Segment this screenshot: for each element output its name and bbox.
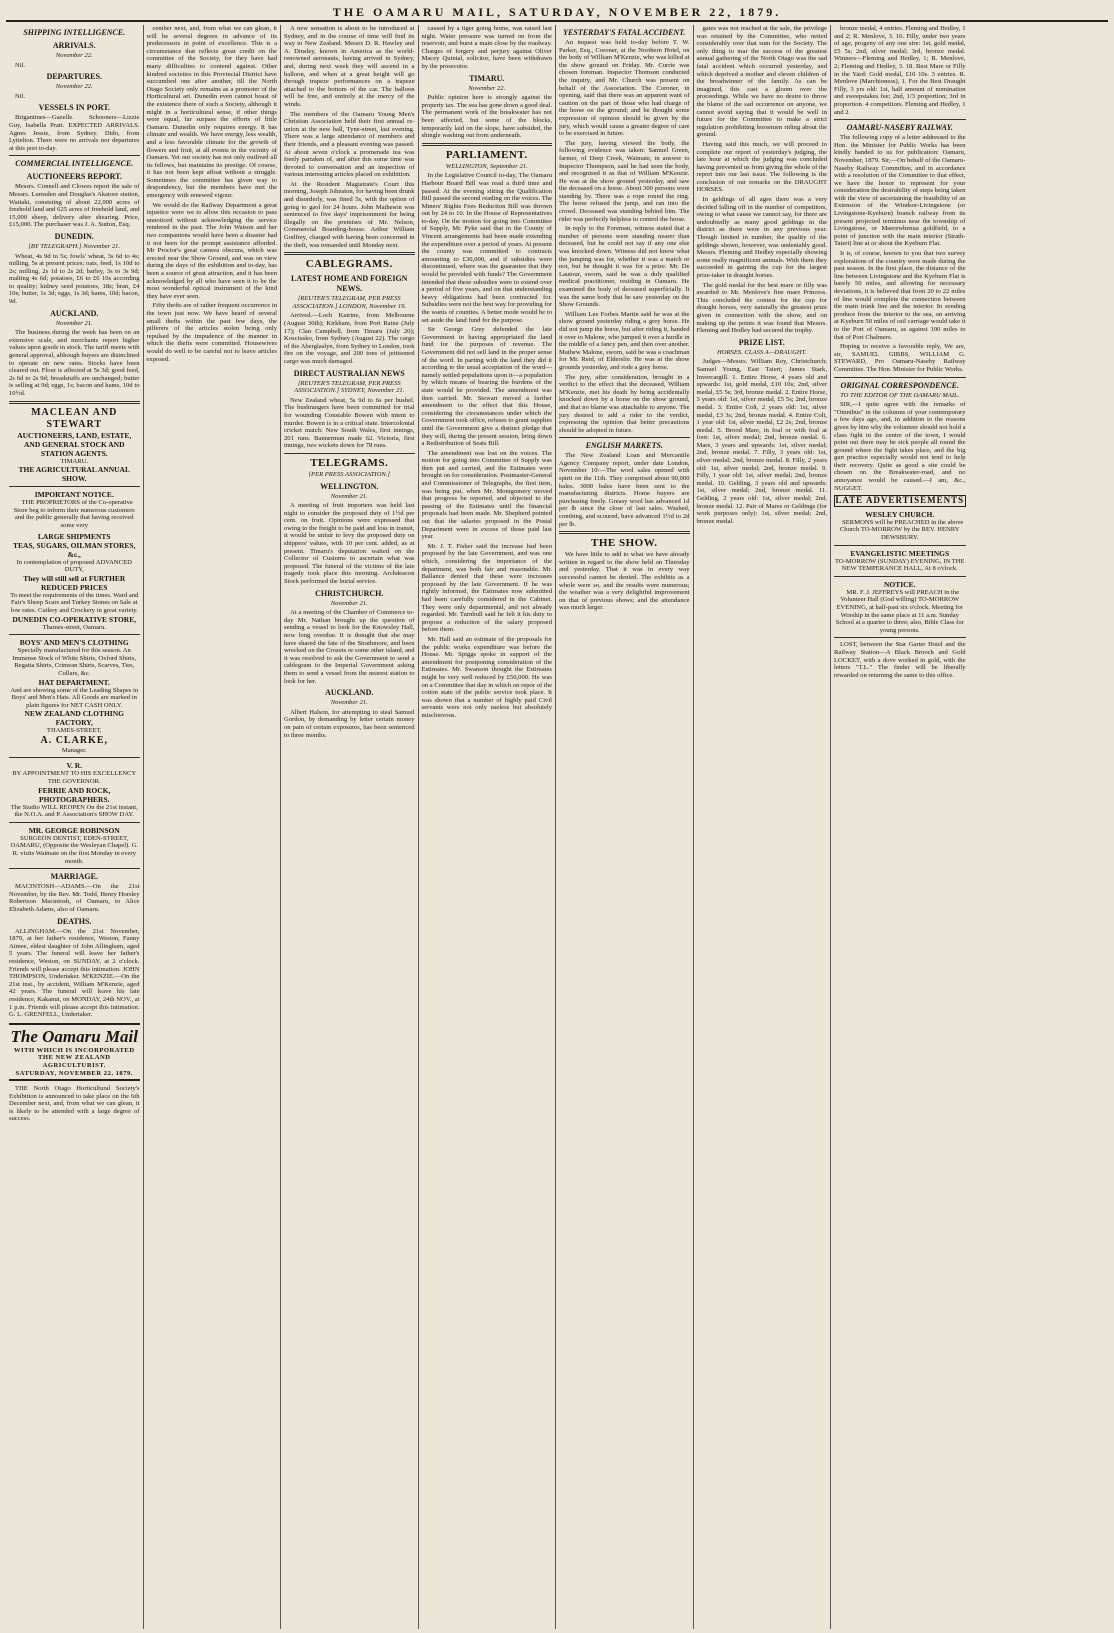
column-6 <box>694 25 832 1629</box>
heading-shipping: SHIPPING INTELLIGENCE. <box>23 28 126 37</box>
ad-coop-name: DUNEDIN CO-OPERATIVE STORE, <box>12 614 137 624</box>
timaru-date: November 22. <box>468 84 506 92</box>
correspondence-to: TO THE EDITOR OF THE OAMARU MAIL. <box>840 391 960 399</box>
correspondence-text: SIR,—I quite agree with the remarks of "Omnibus" in the columns of your contemporary a few days ago, and, in addition to the reasons given by him why the volunteer should not hold a class fight in the centre of the town, I would point out there may be sick people all round the ground where the fight takes place, and the big gun practice especially would not tend to help their recovery. Quite as good a site could be chosen on the Breakwater-road, and no annoyance would be caused.—I am, &c., NUGGET. <box>834 401 966 492</box>
article-text: The amendment was lost on the voices. The motion for going into Committee of Supply was then put and carried, and the Estimates were brought on for consideration. Postmaster-General and Commissioner of Telegraphs, the first item, was being put, when Mr. Montgomery moved that progress be reported, and objected to the passing of the Estimates until the financial proposals had been made. Mr. Shepherd pointed out that the salaries proposed in the Postal Department were in excess of those paid last year. <box>421 449 552 541</box>
article-text: bronze medal, 4 entries. Fleming and Hedley, 1 and 2; R. Menlove, 3. 16. Filly, under two years of age, progeny of any one sire: 1st, gold medal, £5 5s; 2nd, silver medal; 3rd, bronze medal. Winners—Fleming and Hedley, 1; R. Menlove, 2; Fleming and Hedley, 3. 18. Best Mare or Filly in the Yard: Gold medal, £10 10s. 3 entries. R. Menlove (Marchioness), 1. For the Best Draught Filly, 3 yrs old: 1st, half amount of nomination and sweepstakes fee; 2nd, 1/3 proportion; 3rd in proportion. 4 competitors. Fleming and Hedley, 1 and 2. <box>834 25 966 116</box>
prize-list-class: HORSES. CLASS A—DRAUGHT. <box>716 348 807 356</box>
article-text: Fifty thefts are of rather frequent occurrence in the town just now. We have heard of several small thefts within the past few days, the pilferers of the articles stolen being only repulsed by the impudence of the manner in which the thefts were committed. Housewives would do well to be careful not to leave articles exposed. <box>146 302 277 363</box>
ad-boys: BOYS' AND MEN'S CLOTHING <box>19 638 129 648</box>
ad-advanced: In contemplation of proposed ADVANCED DUTY, <box>16 558 132 574</box>
divider <box>284 252 415 255</box>
ad-coop <box>9 490 140 631</box>
heading-christchurch: CHRISTCHURCH. <box>315 588 384 598</box>
article-text: The jury, having viewed the body, the following evidence was taken: Samuel Green, farmer, of Deep Creek, Waimate, in answer to Inspector Thompson, said he had seen the body, and recognised it as that of William M'Kenzie. He was at the show ground yesterday, and saw the deceased on a horse. About 300 persons were standing by. There was a rope round the ring. The horse refused the jump, and ran into the crowd. Deceased was standing behind him. The rider was perfectly helpless to control the horse. <box>559 139 690 223</box>
ad-wesley <box>834 510 966 542</box>
departures-text: Nil. <box>15 92 26 100</box>
dunedin-dateline: [BY TELEGRAPH.] November 21. <box>28 242 121 250</box>
article-text: In reply to the Foreman, witness stated that a number of persons were standing nearer than deceased, but he could not say if any one else was knocked down. Witness did not know what the jumping was for, whether it was a match or not, but he thought it was for a prize. Mr. De Lautour, sworn, said he was a duly qualified medical practitioner, residing in Oamaru. He examined the body of deceased superficially. It was the same body that he saw yesterday on the Show Grounds. <box>559 225 690 309</box>
ad-coop-address: Thames-street, Oamaru. <box>42 623 107 631</box>
ad-notice-title: NOTICE. <box>884 579 916 589</box>
heading-wellington: WELLINGTON. <box>320 481 379 491</box>
divider <box>9 757 140 758</box>
article-text: Having said this much, we will proceed to complete our report of yesterday's judging, the late hour at which the judging was concluded having prevented us from giving the whole of the report into our last issue. The following is the conclusion of our remarks on the DRAUGHT HORSES. <box>696 140 827 194</box>
cable-text: Arrived.—Loch Katrine, from Melbourne (August 30th); Kirkham, from Port Raine (July 17); Clan Campbell, from Timaru (July 20); Kosciusko, from Sydney (August 22). The cargo of the Aberglaslyn, from Sydney to London, took fire on the voyage, and 200 tons of jettisoned cargo was much damaged. <box>284 312 415 365</box>
ad-notice-title: IMPORTANT NOTICE. <box>34 490 114 500</box>
departures-date: November 22. <box>55 83 93 91</box>
heading-prize-list: PRIZE LIST. <box>738 337 785 347</box>
auction-text: Messrs. Connell and Clowes report the sale of Messrs. Lumsden and Douglas's Akatore station, Waitaki, consisting of about 22,000 acres of freehold land and 625 acres of freehold land, and 15,000 sheep, delivery after shearing. Price, £15,000. The purchaser was J. A. Sutton, Esq. <box>9 183 140 229</box>
heading-telegrams: TELEGRAMS. <box>310 456 389 469</box>
direct-text: New Zealand wheat, 5s 9d to 6s per bushel. The bushrangers have been committed for trial for wounding Constable Bowen with intent to murder. Bowen is in a critical state. Intercolonial cricket match: New South Wales, first innings, 201 runs. Bannerman made 62. Victoria, first innings, two wickets down for 78 runs. <box>284 396 415 450</box>
heading-auctioneers: AUCTIONEERS REPORT. <box>26 172 122 182</box>
ad-large: LARGE SHIPMENTS <box>37 531 111 541</box>
ad-notice <box>834 580 966 635</box>
article-text: The members of the Oamaru Young Men's Christian Association held their first annual re-union at the new hall, Tyne-street, last evening. There was a large attendance of members and their friends, and a pleasant evening was passed. At about seven o'clock a promenade tea was freely partaken of, and after this some time was devoted to conversation and an inspection of various interesting articles placed on exhibition. <box>284 110 415 179</box>
telegrams-source: [PER PRESS ASSOCIATION.] <box>308 470 390 478</box>
ad-vr: V. R. <box>66 761 82 771</box>
heading-direct-australian: DIRECT AUSTRALIAN NEWS <box>293 368 405 378</box>
article-text: Hoping to receive a favorable reply, We are, sir, SAMUEL GIBBS, WILLIAM G. STEWARD, Pro Oamaru-Naseby Railway Committee. The Hon. Minister for Public Works. <box>834 343 966 373</box>
show-text: We have little to add to what we have already written in regard to the show held on Thursday and yesterday. That it was in every way successful cannot be denied. The exhibits as a whole were so, and the results were numerous; the weather was a very delightful improvement on that of previous shows; and the attendance was much larger. <box>559 551 690 612</box>
heading-cablegrams: CABLEGRAMS. <box>305 258 393 271</box>
column-7 <box>831 25 969 1629</box>
paper-title: The Oamaru Mail <box>10 1026 139 1046</box>
heading-timaru: TIMARU. <box>469 73 505 83</box>
masthead: THE OAMARU MAIL, SATURDAY, NOVEMBER 22, 1879. <box>6 4 1108 22</box>
column-4 <box>419 25 557 1629</box>
paper-title-block <box>9 1023 140 1081</box>
divider <box>9 155 140 156</box>
ad-clarke: A. CLARKE, <box>40 734 108 746</box>
christchurch-date: November 21. <box>330 599 368 607</box>
heading-auckland: AUCKLAND. <box>325 688 374 698</box>
heading-dunedin: DUNEDIN. <box>54 231 94 241</box>
cable-dateline: [REUTER'S TELEGRAM, PER PRESS ASSOCIATION.] LONDON, November 19. <box>292 295 407 310</box>
auckland-text: Albert Halson, for attempting to steal Samuel Gordon, by demanding by letter certain money on pain of certain exposures, has been sentenced to three months. <box>284 708 415 739</box>
article-text: The gold medal for the best mare or filly was awarded to Mr. Menlove's fine mare Princess. This concluded the contest for the cup for draught horses, very naturally the greatest prize given in connection with the show, and on making up the points it was found that Messrs. Fleming and Hedley had secured the trophy. <box>696 281 827 335</box>
ad-show: THE AGRICULTURAL ANNUAL SHOW. <box>18 465 130 484</box>
ad-hat: HAT DEPARTMENT. <box>38 677 110 687</box>
divider <box>559 531 690 534</box>
ad-ferrie-text: The Studio WILL REOPEN On the 21st instant, the N.O.A. and P. Association's SHOW DAY. <box>10 803 138 819</box>
divider <box>834 545 966 546</box>
ad-robinson <box>9 826 140 865</box>
timaru-text: Public opinion here is strongly against the property tax. The sea has gone down a good deal. The permanent work of the breakwater has not been affected, but some of the blocks, temporarily laid on the slope, have subsided, the shingle washing out from underneath. <box>421 94 552 140</box>
divider <box>834 576 966 577</box>
paper-date: SATURDAY, NOVEMBER 22, 1879. <box>15 1069 133 1077</box>
ad-wesley-text: SERMONS will be PREACHED in the above Church TO-MORROW by the REV. HENRY DEWSBURY. <box>839 518 964 542</box>
ad-lost-text: LOST, between the Star Garter Hotel and the Railway Station—A Black Brooch and Gold LOCKET, with a dove worked in gold, with the letters "T.L." The finder will be liberally rewarded on returning the same to this office. <box>834 641 966 679</box>
ad-nz-street: THAMES-STREET, <box>46 727 102 735</box>
heading-fatal-accident: YESTERDAY'S FATAL ACCIDENT. <box>563 28 686 37</box>
divider <box>9 401 140 404</box>
heading-english-markets: ENGLISH MARKETS. <box>585 441 663 451</box>
heading-parliament: PARLIAMENT. <box>445 148 528 161</box>
christchurch-text: At a meeting of the Chamber of Commerce to-day Mr. Nathan brought up the question of sending a vessel to look for the Knowsley Hall, now long overdue. It is thought that she may have shared the fate of the Strathmore, and been wrecked on the Crozets or some other island, and it was resolved to ask the Government to send a cablegram to the Imperial Government asking them to send a vessel from the nearest station to look for her. <box>284 609 415 685</box>
ad-ferrie <box>9 761 140 818</box>
ad-maclean-title: MACLEAN AND STEWART <box>31 406 118 430</box>
heading-arrivals: ARRIVALS. <box>52 41 96 50</box>
ad-notice-text: THE PROPRIETORS of the Co-operative Store beg to inform their numerous customers and the public generally that having received some very <box>13 499 135 529</box>
fatal-text: An inquest was held to-day before T. W. Parker, Esq., Coroner, at the Northern Hotel, on the body of William M'Kenzie, who was killed at the show ground on Friday. Mr. Currie was chosen foreman. Inspector Thomson conducted the inquiry, and Mr. Church was present on behalf of the Association. The Coroner, in opening, said that there was an apparent want of caution on the part of those who had charge of the horse on the ground; and he thought some expression of opinion should be given by the jury, which would cause a greater degree of care to be exercised in future. <box>559 39 690 138</box>
ad-evangelistic <box>834 549 966 573</box>
wellington-date: November 21. <box>330 492 368 500</box>
heading-railway: OAMARU-NASEBY RAILWAY. <box>846 123 953 133</box>
arrivals-text: Nil. <box>15 61 26 69</box>
ad-appointment: BY APPOINTMENT TO HIS EXCELLENCY THE GOVERNOR. <box>12 770 137 786</box>
prize-list-text: Judges—Messrs. William Roy, Christchurch; Samuel Young, East Taieri; James Stark, Invercargill. 1. Entire Horse, 4 years old and upwards: 1st, gold medal, £10 10s; 2nd, silver medal, £5 5s; 3rd, bronze medal. 2. Entire Horse, 3 years old: 1st, silver medal, £5 5s; 2nd, bronze medal. 3. Entire Colt, 2 years old: 1st, silver medal, £3 3s; 2nd, bronze medal. 4. Entire Colt, 1 year old: 1st, silver medal, £2 2s; 2nd, bronze medal. 5. Brood Mare, in foal or with foal at foot: 1st, silver medal; 2nd, bronze medal. 6. Mare, 3 years and upwards: 1st, silver medal; 2nd, bronze medal. 7. Filly, 3 years old: 1st, silver medal; 2nd, bronze medal. 8. Filly, 2 years old: 1st, silver medal; 2nd, bronze medal. 9. Filly, 1 year old: 1st, silver medal; 2nd, bronze medal. 10. Gelding, 3 years old and upwards: 1st, silver medal; 2nd, bronze medal. 11. Gelding, 2 years old: 1st, silver medal; 2nd, bronze medal. 12. Pair of Mares or Geldings (for work purposes only): 1st, silver medal; 2nd, bronze medal. <box>696 358 827 525</box>
columns <box>6 25 1108 1629</box>
article-text: cember next, and, from what we can glean, it will be several degrees in advance of its predecessors in point of excellence. This is a circumstance that reflects great credit on the committee of the Society, for they have had many difficulties to contend against. Other kindred societies in this Provincial District have succumbed one after another, till the North Otago Society only remains as a promoter of the Horticultural art. Dunedin even cannot boast of the existence there of such a Society, although it might in a horticultural sense, if other things were equal, far surpass the efforts of little Oamaru. Dunedin only requires energy. It has climate and wealth. We have energy, less wealth, and a less favorable climate for the growth of flowers and fruit, at all events in the vicinity of Oamaru. Yet our society has not only outlived all its fellows, but maintains its prestige. Of course, it has not been kept afloat without a struggle. Sometimes the committee has given way to despondency, but the members have met the emergency with renewed vigour. <box>146 25 277 200</box>
direct-dateline: [REUTER'S TELEGRAM, PER PRESS ASSOCIATION.] SYDNEY, November 21. <box>294 379 405 395</box>
railway-text: The following copy of a letter addressed to the Hon. the Minister for Public Works has been kindly handed to us for publication: Oamaru, November, 1879. Sir,—On behalf of the Oamaru-Naseby Railway Committee, and in accordance with a resolution of the Committee to that effect, we have the honor to represent for your consideration the desirability of steps being taken with the view of ascertaining the feasibility of an Extension of the Windsor-Livingstone (or Livingstone-Kyeburn) branch railway from its present projected terminus near the township of Livingstone, or Maerewhenua goldfield, to a point of junction with the main interior (Strath-Taieri) line at or about the Kyeburn Flat. <box>834 134 966 248</box>
ad-maclean <box>9 407 140 484</box>
column-1 <box>6 25 144 1629</box>
deaths-text: ALLINGHAM.—On the 21st November, 1879, at her father's residence, Weston, Fanny Aimee, eldest daughter of John Allingham, aged 5 years. The funeral will leave her father's residence, Weston, on SUNDAY, at 2 o'clock. Friends will please accept this intimation. JOHN THOMPSON, Undertaker. M'KENZIE.—On the 21st inst., by accident, William M'Kenzie, aged 42 years. The funeral will leave his late residence, Kakanui, on MONDAY, 24th NOV., at 1 p.m. Friends will please accept this intimation. G. L. GRENFELL, Undertaker. <box>9 927 140 1019</box>
heading-deaths: DEATHS. <box>57 916 92 926</box>
ad-notice-text: MR. F. J. JEFFREYS will PREACH in the Volunteer Hall (God willing) TO-MORROW EVENING, at half-past six o'clock. Meeting for Worship in the same place at 11 a.m. Sunday School at a quarter to three; also, Bible Class for young persons. <box>835 588 964 634</box>
ad-boys-text: Specially manufactured for this season. An Immense Stock of White Shirts, Oxford Shirts, Regatta Shirts, Crimean Shirts, Scarves, Ties, Collars, &c. <box>12 647 137 677</box>
article-text: The jury, after consideration, brought in a verdict to the effect that the deceased, William M'Kenzie, met his death by being accidentally knocked down by a horse on the show ground, and that no blame was attachable to anyone. The jury desired to add a rider to the verdict, expressing the opinion that better precautions should be adopted in future. <box>559 373 690 434</box>
ad-robinson-name: MR. GEORGE ROBINSON <box>28 825 120 835</box>
paper-lead: THE North Otago Horticultural Society's Exhibition is announced to take place on the 6th December next, and, from what we can glean, it is likely to be attended with a large degree of success. <box>9 1085 140 1123</box>
heading-auckland: AUCKLAND. <box>50 308 99 318</box>
divider <box>284 453 415 454</box>
divider <box>422 143 553 146</box>
article-text: In geldings of all ages there was a very decided falling off in the number of competitors, owing to what cause we cannot say, for there are undoubtedly as many good geldings in the district as there were in any previous year. Though limited in number, the quality of the geldings shown, however, was undeniably good. Messrs. Fleming and Hedley especially showing some really magnificent animals. With them they succeeded in gaining the cup for the largest prize-taker in draught horses. <box>696 196 827 279</box>
auckland-date: November 21. <box>330 699 368 707</box>
ad-teas: TEAS, SUGARS, OILMAN STORES, &c., <box>13 540 136 559</box>
heading-the-show: THE SHOW. <box>591 537 658 550</box>
ad-maclean-sub: AUCTIONEERS, LAND, ESTATE, AND GENERAL STOCK AND STATION AGENTS. <box>17 430 132 458</box>
divider <box>9 868 140 869</box>
dunedin-text: Wheat, 4s 9d to 5s; fowls' wheat, 3s 6d to 4s; milling, 5s at present prices; oats, feed, 1s 10d to 2s; milling, 2s 1d to 2s 2d; barley, 3s to 3s 9d; malting 4s 6d; potatoes, £6 to £6 10s according to quality; kidney seed potatoes, 18s; bran, £4 10s; butter, 1s 3d; eggs, 1s 3d; hams, 10d; bacon, 9d. <box>9 252 140 306</box>
article-text: A new sensation is about to be introduced at Sydney, and in the course of time will find its way to New Zealand. Messrs D. R. Hawley and A. Dinsley, known in America as the world-renowned aeronauts, having arrived in Sydney, and, during next week they will ascend in a balloon, and when at a great height will go through trapeze performances on a trapeze attached to the bottom of the car. The balloon will be free, and entirely at the mercy of the winds. <box>284 25 415 108</box>
ad-maclean-place: TIMARU. <box>60 457 89 465</box>
column-2 <box>144 25 282 1629</box>
heading-marriage: MARRIAGE. <box>50 872 98 882</box>
parliament-dateline: WELLINGTON, September 21. <box>445 162 528 170</box>
arrivals-date: November 22. <box>55 52 93 59</box>
ad-wesley-title: WESLEY CHURCH. <box>865 509 935 519</box>
article-text: Mr. Hall said an estimate of the proposals for the public works expenditure was before the House. Mr. Spiggs spoke in support of the amendment for postponing consideration of the Estimates. Mr. Swanson thought the Estimates might be very well reduced by £50,000. He was on a Committee that day in which on repor of the cotton state of the public service took place. It was shown that a number of highly paid Civil servants were not only useless but absolutely mischievous. <box>421 635 552 719</box>
divider <box>9 822 140 823</box>
ad-evang-title: EVANGELISTIC MEETINGS <box>850 548 950 558</box>
marriage-text: MACINTOSH—ADAMS.—On the 21st November, by the Rev. Mr. Todd, Henry Horsley Robertson Macintosh, of Oamaru, to Alice Elizabeth Adams, also of Oamaru. <box>9 883 140 913</box>
divider <box>834 119 966 120</box>
divider <box>834 637 966 638</box>
ad-further: They will still sell at FURTHER REDUCED PRICES <box>23 573 126 592</box>
ad-clothing <box>9 638 140 754</box>
auckland-text: The business during the week has been on an extensive scale, and merchants report higher values upon goods in stock. The tariff meets with general approval, although buyers are disinclined to operate on new rates. Stocks have been cleared out. Flour is affected at 5s 3d; good feed, 2s 6d to 2s 9d; breadstuffs are unchanged; butter is selling at 9d; eggs, 1s; bacon and hams, 10d to 10½d. <box>9 329 140 397</box>
article-text: Mr. J. T. Fisher said the increase had been proposed by the late Government, and was one which, considering the importance of the department, was both fair and reasonable. Mr. Ballance denied that these were increases proposed by the late Government. If he was rightly informed, the Estimates now submitted had been carefully considered in the Cabinet. They were only departmental, and not already regarded. Mr. Turnbull said he felt it his duty to propose a reduction of the salary proposed before them. <box>421 542 552 634</box>
parliament-text: In the Legislative Council to-day, The Oamaru Harbour Board Bill was read a third time and passed. At the evening sitting the Qualification Bill passed the second reading on the voices. The Miners' Rights Fees Reduction Bill was thrown out by 24 to 10. In the House of Representatives to-day, On the motion for going into Committee of Supply, Mr. Pyke said that in the County of Vincent arrangements had been made extending the expenditure over a period of years. At present the county was committed to contracts amounting to £30,000, and if subsidies were discontinued, where was the guarantee that they would be provided with funds? The Government intended that these subsidies were to extend over a period of five years, and on that understanding heavy obligations had been contracted for. Subsidies were not the best way for providing for the wants of counties. A better mode would be to set aside the land fund for the purpose. <box>421 172 552 324</box>
ad-further-text: To meet the requirements of the times. Ward and Fair's Sheep Scars and Turkey Stones on Sale at low rates. Cutlery and Crockery in great variety. <box>10 591 139 614</box>
heading-commercial: COMMERCIAL INTELLIGENCE. <box>15 159 134 169</box>
heading-vessels: VESSELS IN PORT. <box>38 103 110 113</box>
column-3 <box>281 25 419 1629</box>
heading-late-advertisements: LATE ADVERTISEMENTS <box>835 495 965 506</box>
ad-clarke-role: Manager. <box>61 746 87 754</box>
paper-subtitle: WITH WHICH IS INCORPORATED THE NEW ZEALAND AGRICULTURIST. <box>13 1046 135 1069</box>
article-text: gates was not reached at the sale, the privilege was retained by the Committee, who netted considerably over that sum for the Society. The only thing to mar the success of the greatest annual gathering of the North Otago was the sad fatal accident which occurred yesterday, and which deprived a mother and eleven children of the breadwinner of the family. As can be imagined, this cast a gloom over the proceedings. While we have no desire to throw the blame of the sad occurrence on anyone, we cannot avoid saying that it would be well in future for the Committee to make a strict regulation prohibiting horsemen riding about the ground. <box>696 25 827 139</box>
divider <box>834 377 966 378</box>
wellington-text: A meeting of fruit importers was held last night to consider the proposed duty of 1½d per cent. on fruit. Opinions were expressed that owing to the freight to be paid and loss in transit, it would be unfair to levy the proposed duty on shippers' values, with 10 per cent. added, as at present. Timaru's deputation waited on the Collector of Customs to ascertain what was proposed. The funeral of the victims of the late tragedy took place this morning. Archdeacon Stock performed the burial service. <box>284 502 415 586</box>
article-text: At the Resident Magistrate's Court this morning, Joseph Johnston, for having been drunk and disorderly, was fined 5s, with the option of going to gaol for 24 hours. John Matheson was sentenced to five days' imprisonment for being illegally on the premises of Mr. Nelson, Commercial Boarding-house. Arthur William Godfrey, charged with having been concerned in the theft, was remanded until Monday next. <box>284 180 415 249</box>
heading-latest-news: LATEST HOME AND FOREIGN NEWS. <box>291 274 408 294</box>
ad-nz: NEW ZEALAND CLOTHING FACTORY, <box>24 709 124 728</box>
ad-evang-text: TO-MORROW (SUNDAY) EVENING, IN THE NEW TEMPERANCE HALL, At 8 o'clock. <box>834 557 965 573</box>
ad-ferrie-name: FERRIE AND ROCK, PHOTOGRAPHERS. <box>38 785 111 804</box>
article-text: Sir George Grey defended the late Government in having appropriated the land fund for the purposes of revenue. The Government did not sell land in the proper sense of the word. In parting with the land they did it according to the usual acceptation of the word—namely settled populations upon it—a population by which means of bearing the burdens of the state would be provided. The amendment was then carried. Mr. Stewart moved a further amendment to the effect that this House, considering the circumstances under which the Government took office, refuses to grant supplies until the Government give a distinct pledge that they will, during the present session, bring down a Redistribution of Seats Bill. <box>421 326 552 448</box>
vessels-text: Brigantines—Gazelle. Schooners—Lizzie Guy, Isabella Pratt. EXPECTED ARRIVALS. Agnes Jessie, from Sydney. Dido, from Lyttelton. There were no arrivals nor departures at this port to-day. <box>9 114 140 152</box>
heading-departures: DEPARTURES. <box>46 72 102 82</box>
divider <box>9 634 140 635</box>
article-text: It is, of course, known to you that two survey explorations of the country were made during the past season. In the first place, the distance of the line between Livingstone and the Kyeburn Flat is barely 50 miles, and allowing for necessary deviations, it is believed that from 20 to 22 miles of line would complete the connection between the main trunk line and the interior. In sending produce from the interior to the sea, on arriving at Kyeburn 50 miles of rail carriage would take it to the Port of Oamaru, as against 100 miles to that of Port Chalmers. <box>834 250 966 341</box>
divider <box>559 437 690 438</box>
article-text: William Lee Forbes Martin said he was at the show ground yesterday riding a grey horse. He did not jump the horse, but after riding it, handed it over to Malone, who jumped it over a hurdle in the middle of a fancy pen, and then over another. Mathew Malone, sworn, said he was a coachman for Mr. Reid, of Elderslie. He was at the show grounds yesterday, and rode a grey horse. <box>559 310 690 371</box>
heading-correspondence: ORIGINAL CORRESPONDENCE. <box>840 380 959 390</box>
article-text: We would do the Railway Department a great injustice were we to allow this occasion to pass unnoticed without acknowledging the service rendered in the past. The John Watson and her two companions would have been a disaster had it not been for the prompt assistance afforded. Mr Proctor's great camera obscura, which was erected near the Show Ground, and was on view during the days of the exhibition and to-day, has been a source of great attraction, and it has been acknowledged by all who have seen it to be the most wonderful optical instrument of the kind they have ever seen. <box>146 201 277 300</box>
article-text: caused by a tiger going home, was raised last night. Water pressure was turned on from the reservoir, and burst a main close by the roadway. Charges of forgery and perjury against Oliver Macey Quintal, solicitor, have been withdrawn by the prosecutor. <box>421 25 552 70</box>
divider <box>9 486 140 487</box>
markets-text: The New Zealand Loan and Mercantile Agency Company report, under date London, November 10:—The wool sales opened with spirit on the 11th. They comprised about 90,000 bales. 3000 bales have been sent to the manufacturing districts. Home buyers are purchasing freely. Greasy wool has advanced 1d per lb since the close of last sales. Washed, combing, and scoured, have advanced 1½d to 2d per lb. <box>559 452 690 528</box>
auckland-dateline: November 21. <box>55 319 93 327</box>
column-5 <box>556 25 694 1629</box>
ad-hat-text: And are showing some of the Leading Shapes in Boys' and Men's Hats. All Goods are marked in plain figures for NET CASH ONLY. <box>10 686 139 709</box>
ad-robinson-text: SURGEON DENTIST, EDEN-STREET, OAMARU, (Opposite the Wesleyan Chapel). G. R. visits Waimate on the first Monday in every month. <box>10 834 139 865</box>
